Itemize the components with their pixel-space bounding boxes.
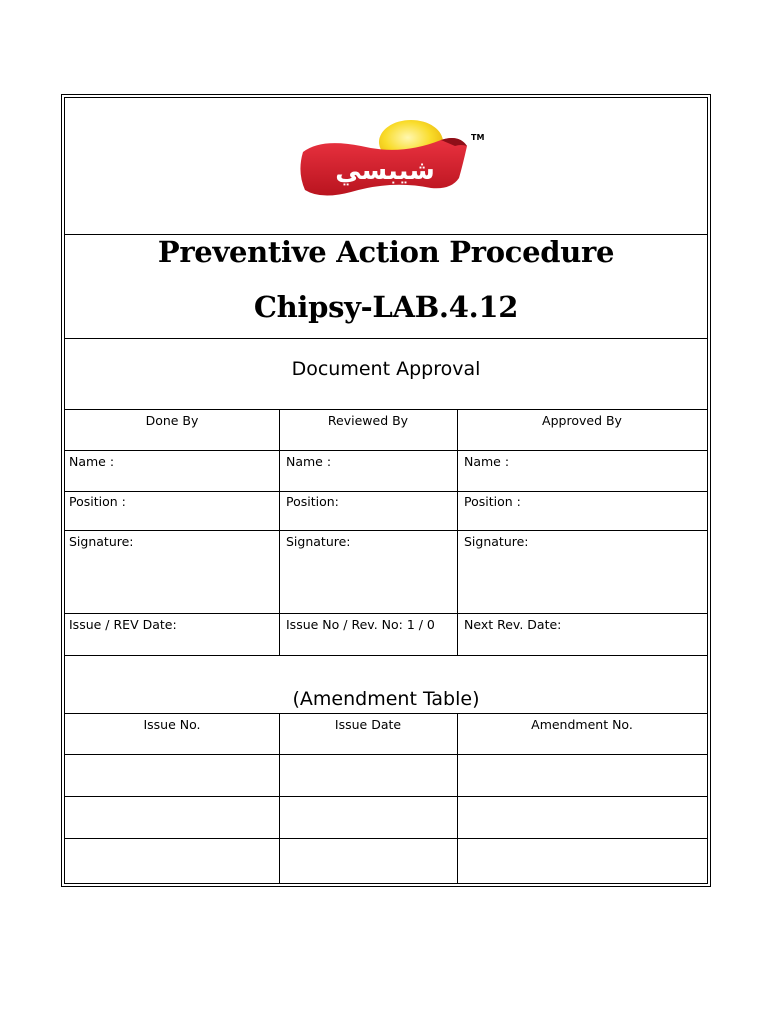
table-line: [65, 409, 707, 410]
amendment-heading: (Amendment Table): [292, 688, 480, 710]
table-line: [65, 838, 707, 839]
amendment-column-header: Issue No.: [143, 717, 201, 732]
amendment-column-header: Issue Date: [334, 717, 402, 732]
name-field-reviewed-by: Name :: [286, 454, 332, 469]
position-field-reviewed-by: Position:: [286, 494, 339, 509]
table-column-divider: [457, 713, 458, 883]
table-line: [65, 713, 707, 714]
amendment-column-header: Amendment No.: [531, 717, 633, 732]
approval-column-header: Approved By: [542, 413, 622, 428]
trademark-mark: TM: [471, 133, 485, 142]
signature-field-done-by: Signature:: [69, 534, 134, 549]
position-field-approved-by: Position :: [464, 494, 521, 509]
table-column-divider: [279, 713, 280, 883]
table-line: [65, 655, 707, 656]
table-line: [65, 613, 707, 614]
table-line: [65, 754, 707, 755]
divider: [65, 338, 707, 339]
chipsy-logo: [291, 116, 485, 204]
table-column-divider: [279, 409, 280, 655]
name-field-approved-by: Name :: [464, 454, 510, 469]
table-line: [65, 530, 707, 531]
document-frame: [61, 94, 711, 887]
logo-text: شيبسي: [335, 156, 435, 186]
approval-column-header: Done By: [145, 413, 199, 428]
signature-field-approved-by: Signature:: [464, 534, 529, 549]
document-code: Chipsy-LAB.4.12: [253, 290, 519, 324]
name-field-done-by: Name :: [69, 454, 115, 469]
table-line: [65, 450, 707, 451]
document-title: Preventive Action Procedure: [157, 235, 615, 269]
signature-field-reviewed-by: Signature:: [286, 534, 351, 549]
position-field-done-by: Position :: [69, 494, 126, 509]
table-line: [65, 796, 707, 797]
issue-rev-date-field: Issue / REV Date:: [69, 617, 177, 632]
chipsy-logo-graphic: [291, 116, 485, 204]
issue-rev-number-field: Issue No / Rev. No: 1 / 0: [286, 617, 435, 632]
table-line: [65, 491, 707, 492]
approval-column-header: Reviewed By: [327, 413, 409, 428]
table-column-divider: [457, 409, 458, 655]
approval-heading: Document Approval: [291, 358, 481, 380]
next-rev-date-field: Next Rev. Date:: [464, 617, 562, 632]
